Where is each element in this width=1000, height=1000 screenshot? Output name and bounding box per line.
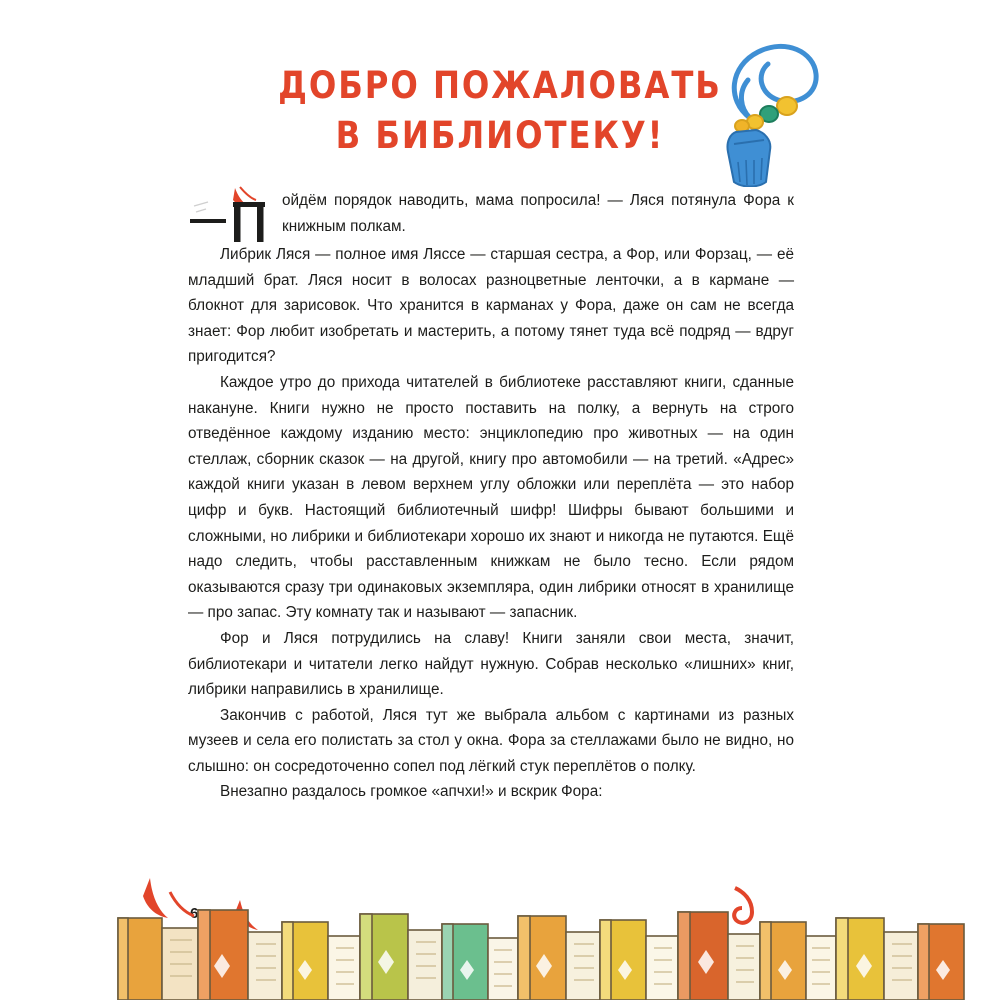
dropcap-letter-icon xyxy=(188,186,280,244)
paragraph-2: Либрик Ляся — полное имя Ляссе — старшая сестра, а Фор, или Форзац, — её младший брат. Ляся носит в волосах разноцветные ленточки, а в кармане — блокнот для зарисовок. Что хранится в карманах у Фора, даже он сам не всегда знает: Фор любит изобретать и мастерить, а потому тянет туда всё подряд — вдруг пригодится? xyxy=(188,246,794,366)
page-number: 6 xyxy=(190,905,199,922)
paragraph-6: Внезапно раздалось громкое «апчхи!» и вскрик Фора: xyxy=(220,783,603,801)
paragraph-1 xyxy=(188,188,794,242)
row-of-books-illustration xyxy=(0,870,1000,1000)
paragraph-3: Каждое утро до прихода читателей в библиотеке расставляют книги, сданные накануне. Книги нужно не просто поставить на полку, а вернуть на строго отведённое каждому изданию место: энциклопедию про животных — на один стеллаж, сборник сказок — на другой, книгу про автомобили — на третий. «Адрес» каждой книги указан в левом верхнем углу обложки или переплёта — это набор цифр и букв. Настоящий библиотечный шифр! Шифры бывают большими и сложными, но либрики и библиотекари хорошо их знают и никогда не путаются. Ещё надо следить, чтобы расставленным книжкам не было тесно. Если рядом оказываются сразу три одинаковых экземпляра, один либрики относят в хранилище — про запас. Эту комнату так и называют — запасник. xyxy=(188,373,794,622)
paragraph-4: Фор и Ляся потрудились на славу! Книги заняли свои места, значит, библиотекари и читатели легко найдут нужную. Собрав несколько «лишних» книг, либрики направились в хранилище. xyxy=(188,629,794,699)
page-title xyxy=(0,62,1000,160)
title-line-1: ДОБРО ПОЖАЛОВАТЬ xyxy=(278,64,722,107)
blue-tassel-bookmark-icon xyxy=(690,22,830,187)
body-text xyxy=(188,188,794,805)
paragraph-5: Закончив с работой, Ляся тут же выбрала альбом с картинами из разных музеев и села его полистать за стол у окна. Фора за стеллажами было не видно, но слышно: он сосредоточенно сопел под лёгкий стук переплётов о полку. xyxy=(188,706,794,775)
paragraph-1-text: ойдём порядок наводить, мама попросила! — Ляся потянула Фора к книжным полкам. xyxy=(282,192,794,235)
dropcap-block xyxy=(188,188,280,242)
title-line-2: В БИБЛИОТЕКУ! xyxy=(335,114,665,157)
